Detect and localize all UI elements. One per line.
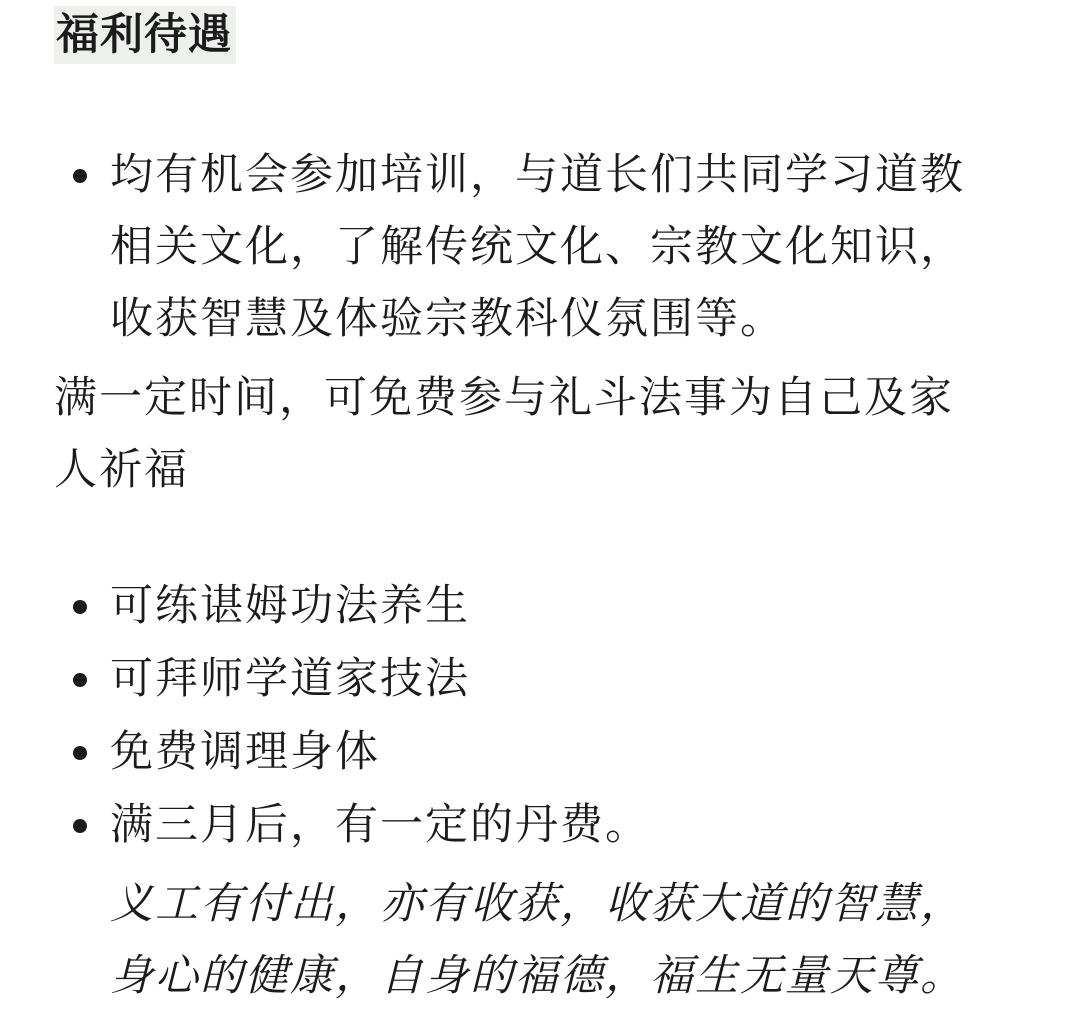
- benefits-list-primary: [0, 139, 1080, 355]
- list-item: [0, 789, 1080, 862]
- bullet-icon: [73, 169, 87, 183]
- bullet-icon: [73, 673, 87, 687]
- bullet-icon: [73, 746, 87, 760]
- closing-line: 义工有付出，亦有收获，收获大道的智慧，: [110, 879, 965, 929]
- list-item-text: 可练谌姆功法养生: [110, 581, 470, 631]
- list-item-line: 收获智慧及体验宗教科仪氛围等。: [110, 294, 785, 344]
- bullet-icon: [73, 819, 87, 833]
- prayer-benefit-paragraph: [54, 362, 1044, 506]
- closing-italic-text: [110, 868, 1060, 1012]
- list-item: [0, 139, 1080, 355]
- list-item: [0, 643, 1080, 716]
- list-item-text: 免费调理身体: [110, 727, 380, 777]
- section-heading: 福利待遇: [54, 6, 236, 64]
- closing-line: 身心的健康，自身的福德，福生无量天尊。: [110, 951, 965, 1001]
- list-item-line: 相关文化，了解传统文化、宗教文化知识，: [110, 222, 965, 272]
- list-item: [0, 716, 1080, 789]
- paragraph-line: 人祈福: [54, 445, 189, 495]
- list-item-text: 满三月后，有一定的丹费。: [110, 800, 650, 850]
- list-item-text: 可拜师学道家技法: [110, 654, 470, 704]
- list-item-line: 均有机会参加培训，与道长们共同学习道教: [110, 150, 965, 200]
- bullet-icon: [73, 600, 87, 614]
- paragraph-line: 满一定时间，可免费参与礼斗法事为自己及家: [54, 373, 954, 423]
- benefits-list-secondary: [0, 570, 1080, 862]
- list-item: [0, 570, 1080, 643]
